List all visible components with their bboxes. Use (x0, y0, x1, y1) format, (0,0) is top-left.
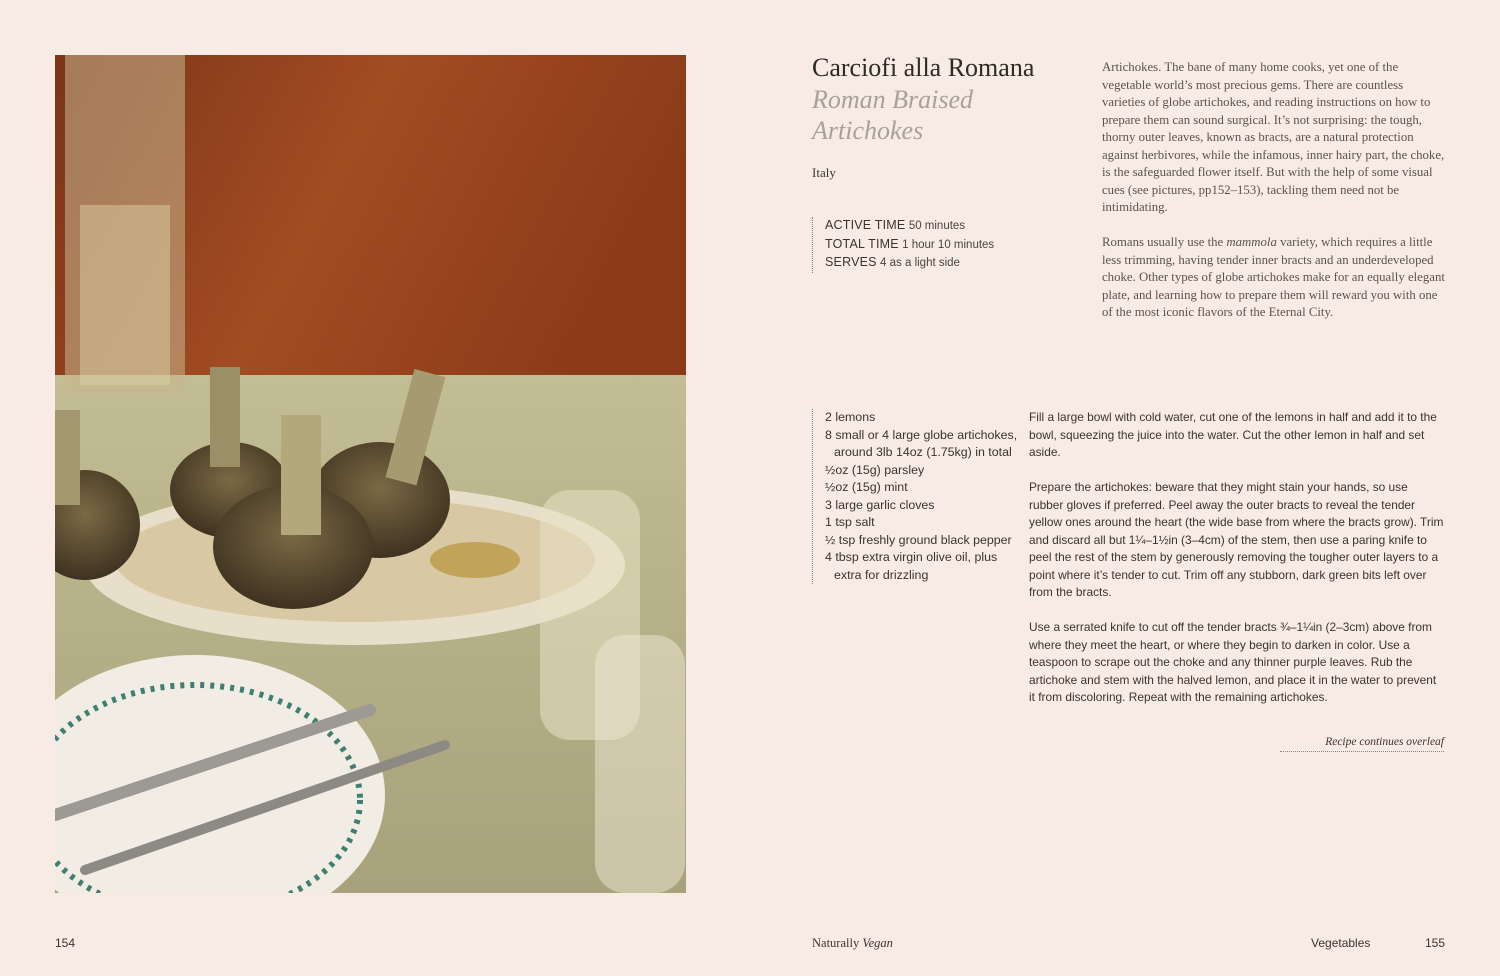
ingredient-item: 2 lemons (825, 410, 876, 424)
recipe-intro (1102, 59, 1447, 339)
ingredient-item: 3 large garlic cloves (825, 497, 935, 512)
continues-note: Recipe continues overleaf (1280, 736, 1444, 752)
intro-text: variety, which requires a little less trimming, having tender inner bracts and an underdeveloped choke. Other types of globe artichokes make for an equally elegant plate, and learning how to prepare them will reward you with one of the most iconic flavors of the Eternal City. (1102, 235, 1445, 319)
method-step: Prepare the artichokes: beware that they might stain your hands, so use rubber gloves if preferred. Peel away the outer bracts to reveal the tender yellow ones around the heart (the wide base from where the bracts grow). Trim and discard all but 1¼–1½in (3–4cm) of the stem, then use a paring knife to peel the rest of the stem by generously removing the tougher outer layers to a point where it’s tender to cut. Trim off any stubborn, dark green bits left over from the bracts. (1029, 480, 1444, 599)
ingredient-item: ½oz (15g) parsley (825, 462, 925, 477)
ingredient-item: 8 small or 4 large globe artichokes, around 3lb 14oz (1.75kg) in total (825, 427, 1018, 459)
left-page-number: 154 (55, 936, 76, 950)
book-title-italic: Vegan (862, 936, 893, 950)
section-name: Vegetables (1311, 936, 1371, 950)
recipe-photo (55, 55, 686, 893)
ingredient-item: ½oz (15g) mint (825, 480, 908, 494)
meta-label: ACTIVE TIME (825, 218, 906, 232)
meta-total-time (825, 236, 1025, 255)
intro-paragraph: Artichokes. The bane of many home cooks, yet one of the vegetable world’s most precious gems. There are countless varieties of globe artichokes, and reading instructions on how to prepare them can sound surgical. It’s not surprising: the tough, thorny outer leaves, known as bracts, are a natural protection against herbivores, while the infamous, inner hairy part, the choke, is the safeguarded flower itself. But with the help of some visual cues (see pictures, pp152–153), tackling them need not be intimidating. (1102, 60, 1445, 214)
recipe-title: Carciofi alla Romana (812, 53, 1035, 82)
meta-value: 1 hour 10 minutes (902, 238, 995, 251)
meta-label: SERVES (825, 255, 877, 269)
book-title-footer (812, 936, 893, 951)
meta-value: 50 minutes (908, 220, 966, 232)
intro-text: Romans usually use the (1102, 235, 1227, 249)
method-step: Use a serrated knife to cut off the tender bracts ¾–1¼in (2–3cm) above from where they meet the heart, or where they begin to darken in color. Use a teaspoon to scrape out the choke and any thinner purple leaves. Rub the artichoke and stem with the halved lemon, and place it in the water to prevent it from discoloring. Repeat with the remaining artichokes. (1029, 620, 1437, 704)
artichoke-photo-illustration (55, 55, 686, 893)
ingredients-list (812, 409, 1025, 584)
right-page-number: 155 (1425, 936, 1446, 950)
variety-name: mammola (1226, 235, 1277, 249)
meta-value: 4 as a light side (880, 257, 960, 269)
ingredient-item: 1 tsp salt (825, 515, 875, 529)
meta-active-time (825, 217, 1025, 236)
book-title-plain: Naturally (812, 936, 863, 950)
meta-label: TOTAL TIME (825, 236, 899, 251)
recipe-origin: Italy (812, 165, 836, 180)
ingredient-item: ½ tsp freshly ground black pepper (825, 532, 1012, 547)
ingredient-item: 4 tbsp extra virgin olive oil, plus extra for drizzling (825, 550, 998, 582)
meta-serves (825, 254, 1025, 273)
method-steps (1029, 409, 1444, 724)
recipe-meta (812, 217, 1025, 273)
method-step: Fill a large bowl with cold water, cut one of the lemons in half and add it to the bowl, squeezing the juice into the water. Cut the other lemon in half and set aside. (1029, 410, 1437, 459)
recipe-subtitle: Roman Braised Artichokes (812, 85, 974, 145)
intro-paragraph (1102, 234, 1447, 322)
